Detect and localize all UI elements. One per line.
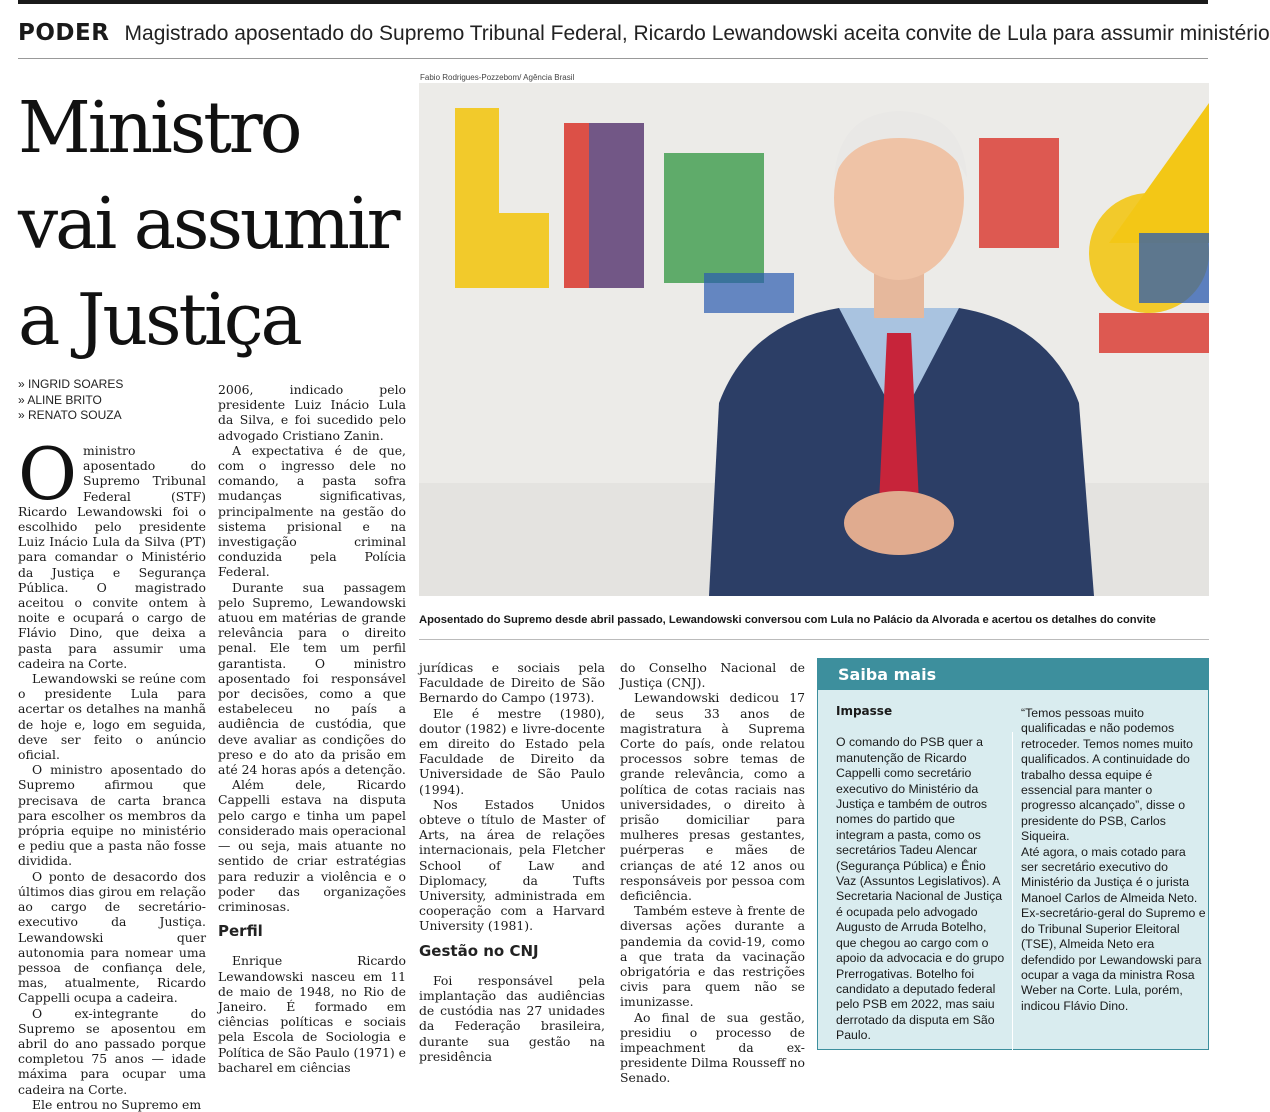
article-photo — [419, 83, 1209, 596]
page-header — [18, 20, 1270, 50]
paragraph: O ex-integrante do Supremo se aposentou em abril do ano passado porque completou 75 anos — idade máxima para ocupar uma cadeira na Corte. — [18, 1005, 206, 1097]
paragraph: jurídicas e sociais pela Faculdade de Direito de São Bernardo do Campo (1973). — [419, 660, 605, 706]
article-column-4 — [620, 660, 805, 1086]
article-column-2 — [218, 382, 406, 1075]
paragraph: Foi responsável pela implantação das audiências de custódia nas 27 unidades da Federação brasileira, durante sua gestão na presidência — [419, 972, 605, 1064]
paragraph: O ministro aposentado do Supremo afirmou que precisava de carta branca para escolher os membros da própria equipe no ministério e pediu que a pasta não fosse dividida. — [18, 762, 206, 869]
saiba-mais-divider — [1012, 732, 1013, 1052]
paragraph: Lewandowski se reúne com o presidente Lula para acertar os detalhes na manhã de hoje e, logo em seguida, deve ser feito o anúncio oficial. — [18, 671, 206, 763]
byline: » INGRID SOARES — [18, 377, 124, 391]
byline: » ALINE BRITO — [18, 392, 102, 407]
bylines — [18, 377, 218, 424]
photo-credit: Fabio Rodrigues-Pozzebom/ Agência Brasil — [420, 73, 575, 82]
paragraph: Lewandowski dedicou 17 de seus 33 anos de magistratura à Suprema Corte do país, onde relatou processos sobre temas de grande relevância, como a política de cotas raciais nas universidades, o direito à prisão domiciliar para mulheres presas gestantes, puérperas e mães de crianças de até 12 anos ou responsáveis por pessoa com deficiência. — [620, 690, 805, 904]
paragraph: Durante sua passagem pelo Supremo, Lewandowski atuou em matérias de grande relevância para o direito penal. Ele tem um perfil garantista. O ministro aposentado foi responsável por decisões, como a que estabeleceu no país a audiência de custódia, que deve avaliar as condições do preso e do ato da prisão em até 24 horas após a detenção. — [218, 579, 406, 778]
paragraph: do Conselho Nacional de Justiça (CNJ). — [620, 660, 805, 691]
section-label: PODER — [18, 20, 110, 46]
caption-rule — [419, 639, 1209, 640]
paragraph: Nos Estados Unidos obteve o título de Master of Arts, na área de relações internacionais, pela Fletcher School of Law and Diplomacy, da Tufts University, administrada em cooperação com a Harvard University (1981). — [419, 796, 605, 934]
headline-line: a Justiça — [18, 278, 300, 361]
photo-illustration — [419, 83, 1209, 596]
saiba-mais-box — [817, 658, 1209, 1050]
paragraph: Ao final de sua gestão, presidiu o processo de impeachment da ex-presidente Dilma Rousseff no Senado. — [620, 1009, 805, 1086]
byline: » RENATO SOUZA — [18, 408, 122, 422]
subheading-perfil: Perfil — [218, 922, 263, 941]
paragraph: Ele é mestre (1980), doutor (1982) e livre-docente em direito do Estado pela Faculdade de Direito da Universidade de São Paulo (1994). — [419, 705, 605, 797]
saiba-mais-paragraph: “Temos pessoas muito qualificadas e não podemos retroceder. Temos nomes muito qualificados. A continuidade do trabalho dessa equipe é essencial para manter o progresso alcançado”, disse o presidente do PSB, Carlos Siqueira. — [1021, 706, 1194, 844]
paragraph: O ponto de desacordo dos últimos dias girou em relação ao cargo de secretário-executivo da Justiça. Lewandowski quer autonomia para nomear uma pessoa de confiança dele, mas, atualmente, Ricardo Cappelli ocupa a cadeira. — [18, 868, 206, 1006]
headline-line: Ministro — [18, 86, 300, 169]
paragraph: Também esteve à frente de diversas ações durante a pandemia da covid-19, como a que trata da vacinação obrigatória e das restrições civis para quem não se imunizasse. — [620, 903, 805, 1010]
paragraph: Além dele, Ricardo Cappelli estava na disputa pelo cargo e tinha um papel considerado mais operacional — ou seja, mais atuante no sentido de criar estratégias para reduzir a violência e o poder das organizações criminosas. — [218, 777, 406, 914]
photo-caption: Aposentado do Supremo desde abril passado, Lewandowski conversou com Lula no Palácio da Alvorada e acertou os detalhes do convite — [419, 614, 1156, 626]
article-column-3 — [419, 660, 605, 1064]
saiba-mais-paragraph: Até agora, o mais cotado para ser secretário executivo do Ministério da Justiça é o jurista Manoel Carlos de Almeida Neto. Ex-secretário-geral do Supremo e do Tribunal Superior Eleitoral (TSE), Almeida Neto era defendido por Lewandowski para ocupar a vaga da ministra Rosa Weber na Corte. Lula, porém, indicou Flávio Dino. — [1021, 844, 1206, 1013]
headline-line: vai assumir — [18, 182, 398, 265]
dropcap: O — [18, 432, 78, 516]
paragraph: A expectativa é de que, com o ingresso dele no comando, a pasta sofra mudanças significativas, principalmente na gestão do sistema prisional e na investigação criminal conduzida pela Polícia Federal. — [218, 442, 406, 580]
saiba-mais-column-1 — [836, 704, 1006, 1044]
paragraph: ministro aposentado do Supremo Tribunal Federal (STF) Ricardo Lewandowski foi o escolhido pelo presidente Luiz Inácio Lula da Silva (PT) para comandar o Ministério da Justiça e Segurança Pública. O magistrado aceitou o convite ontem à noite e ocupará o cargo de Flávio Dino, que deixa a pasta para assumir uma cadeira na Corte. — [18, 443, 206, 671]
saiba-mais-paragraph: O comando do PSB quer a manutenção de Ricardo Cappelli como secretário executivo do Ministério da Justiça e também de outros nomes do partido que integram a pasta, como os secretários Tadeu Alencar (Segurança Pública) e Ênio Vaz (Assuntos Legislativos). A Secretaria Nacional de Justiça é ocupada pelo advogado Augusto de Arruda Botelho, que chegou ao cargo com o apoio da advocacia e do grupo Prerrogativas. Botelho foi candidato a deputado federal pelo PSB em 2022, mas saiu derrotado da disputa em São Paulo. — [836, 735, 1005, 1043]
top-rule — [18, 0, 1208, 4]
headline — [18, 80, 418, 368]
paragraph: Enrique Ricardo Lewandowski nasceu em 11 de maio de 1948, no Rio de Janeiro. É formado em ciências políticas e sociais pela Escola de Sociologia e Política de São Paulo (1971) e bacharel em ciências — [218, 953, 406, 1075]
subheading-cnj: Gestão no CNJ — [419, 941, 539, 960]
saiba-mais-column-2 — [1021, 706, 1206, 1014]
kicker: Magistrado aposentado do Supremo Tribunal Federal, Ricardo Lewandowski aceita convite de Lula para assumir ministério — [124, 22, 1270, 45]
paragraph: 2006, indicado pelo presidente Luiz Inácio Lula da Silva, e foi sucedido pelo advogado Cristiano Zanin. — [218, 382, 406, 443]
saiba-mais-subtitle: Impasse — [836, 704, 893, 718]
paragraph: Ele entrou no Supremo em — [32, 1096, 202, 1112]
article-column-1 — [18, 432, 206, 1112]
header-rule — [18, 58, 1208, 59]
saiba-mais-title: Saiba mais — [818, 659, 1208, 690]
